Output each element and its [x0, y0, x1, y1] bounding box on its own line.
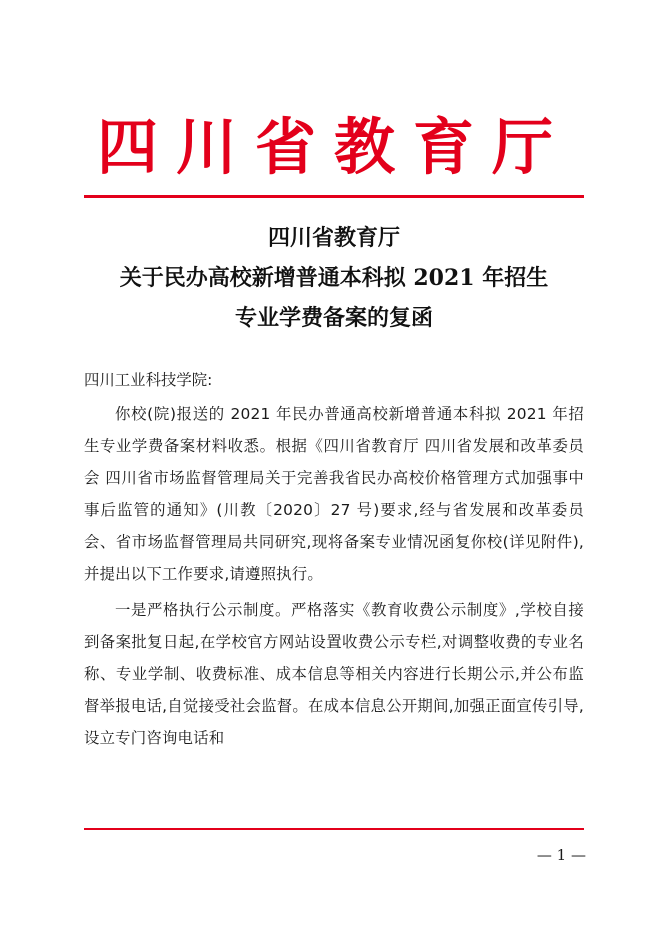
document-body — [84, 364, 584, 758]
document-title — [70, 218, 598, 338]
letterhead-red-rule — [84, 195, 584, 198]
body-paragraph: 一是严格执行公示制度。严格落实《教育收费公示制度》,学校自接到备案批复日起,在学校官方网站设置收费公示专栏,对调整收费的专业名称、专业学制、收费标准、成本信息等相关内容进行长期公示,并公布监督举报电话,自觉接受社会监督。在成本信息公开期间,加强正面宣传引导,设立专门咨询电话和 — [84, 601, 584, 747]
title-line-issuer: 四川省教育厅 — [267, 225, 400, 251]
page-number: — 1 — — [536, 846, 586, 864]
salutation: 四川工业科技学院: — [84, 371, 213, 389]
letterhead-title: 四川省教育厅 — [96, 112, 571, 183]
title-line-subject: 关于民办高校新增普通本科拟 2021 年招生 — [119, 265, 549, 291]
footer-red-rule — [84, 828, 584, 830]
title-line-subject-cont: 专业学费备案的复函 — [234, 305, 433, 331]
body-paragraph: 你校(院)报送的 2021 年民办普通高校新增普通本科拟 2021 年招生专业学费备案材料收悉。根据《四川省教育厅 四川省发展和改革委员会 四川省市场监督管理局关于完善我省民办高校价格管理方式加强事中事后监管的通知》(川教〔2020〕27 号)要求,经与省发展和改革委员会、省市场监督管理局共同研究,现将备案专业情况函复你校(详见附件),并提出以下工作要求,请遵照执行。 — [84, 405, 584, 583]
